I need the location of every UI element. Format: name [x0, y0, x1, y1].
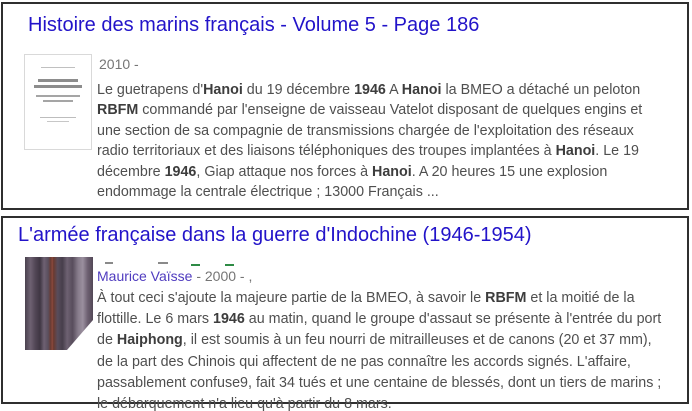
search-result-1 [1, 2, 689, 210]
highlighted-search-term: RBFM [485, 290, 527, 306]
page-curl [67, 320, 93, 350]
publication-year-2: - 2000 - , [192, 268, 253, 284]
highlighted-search-term: Hanoi [401, 82, 442, 98]
snippet-text-run: Le guetrapens d' [97, 82, 204, 98]
byline-2 [97, 267, 252, 285]
book-cover-thumbnail-2[interactable] [25, 257, 93, 350]
author-link[interactable]: Maurice Vaïsse [97, 268, 193, 284]
snippet-text-run: . A 20 heures 15 une explosion endommage la centrale électrique ; 13000 Français ... [97, 163, 608, 201]
search-result-2 [1, 216, 689, 411]
result-title-link-1[interactable]: Histoire des marins français - Volume 5 - Page 186 [28, 14, 480, 36]
highlighted-search-term: RBFM [97, 102, 139, 119]
highlighted-search-term: Hanoi [372, 163, 412, 180]
snippet-text-run: du 19 décembre [242, 82, 355, 98]
erased-text-artifact [105, 262, 113, 264]
erased-text-artifact [225, 264, 234, 266]
result-snippet-2 [97, 288, 669, 411]
snippet-text-run: . Le 19 décembre [97, 143, 640, 180]
thumbnail-text-line [43, 100, 73, 102]
highlighted-search-term: Haiphong [116, 332, 183, 349]
snippet-text-run: A [385, 82, 402, 98]
snippet-text-run: au matin, quand le groupe d'assaut se présente à l'entrée du port de [97, 311, 662, 349]
snippet-text-run: commandé par l'enseigne de vaisseau Vatelot disposant de quelques engins et une section de sa compagnie de transmissions chargée de l'exploitation des réseaux radio territoriaux et des liaisons téléphoniques des troupes implantées à [97, 102, 643, 160]
highlighted-search-term: 1946 [213, 311, 245, 328]
thumbnail-text-line [40, 117, 76, 118]
thumbnail-text-line [47, 121, 69, 122]
highlighted-search-term: 1946 [164, 163, 197, 180]
snippet-text-run: À tout ceci s'ajoute la majeure partie de la BMEO, à savoir le [97, 290, 486, 306]
thumbnail-text-line [34, 85, 82, 88]
book-cover-thumbnail-1[interactable] [24, 54, 92, 150]
highlighted-search-term: Hanoi [203, 82, 243, 98]
erased-text-artifact [191, 264, 200, 266]
highlighted-search-term: 1946 [354, 82, 386, 98]
snippet-text-run: la BMEO a détaché un peloton [441, 82, 641, 98]
erased-text-artifact [158, 262, 168, 264]
result-snippet-1 [97, 80, 669, 202]
thumbnail-text-line [38, 79, 78, 82]
snippet-text-run: , il est soumis à un feu nourri de mitrailleuses et de canons (20 et 37 mm), de la part des Chinois qui affectent de ne pas connaître les accords signés. L'affaire, passablement confuse9, fait 34 tués et une centaine de blessés, dont un tiers de marins ; le débarquement n'a lieu qu'à partir du 8 mars. [97, 332, 662, 411]
publication-year-1: 2010 - [99, 56, 139, 72]
result-title-link-2[interactable]: L'armée française dans la guerre d'Indochine (1946-1954) [18, 224, 532, 246]
highlighted-search-term: Hanoi [555, 143, 596, 160]
snippet-text-run: et la moitié de la flottille. Le 6 mars [97, 290, 635, 328]
thumbnail-text-line [41, 67, 75, 68]
snippet-text-run: , Giap attaque nos forces à [196, 163, 373, 180]
thumbnail-text-line [36, 95, 80, 97]
